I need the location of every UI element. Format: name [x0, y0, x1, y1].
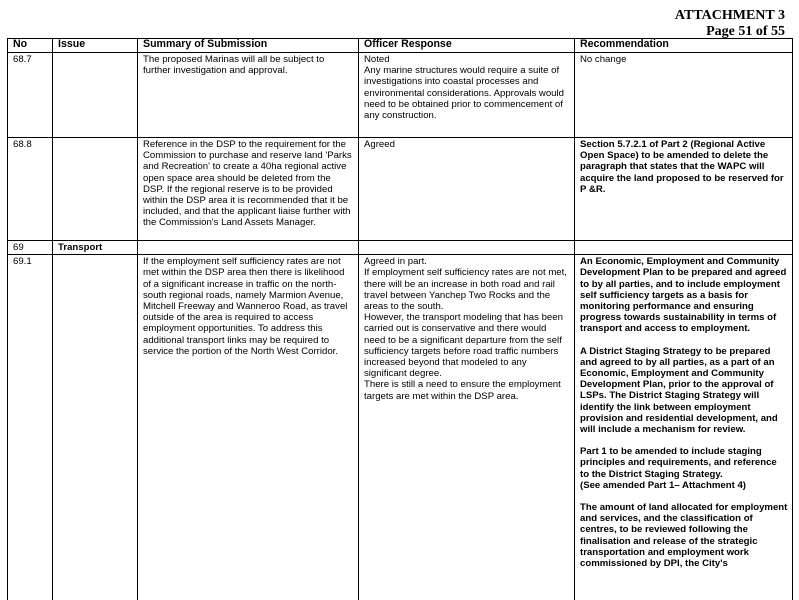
row-issue [53, 138, 138, 241]
page-number: Page 51 of 55 [706, 24, 785, 39]
column-header-issue: Issue [53, 39, 138, 53]
row-number: 68.8 [8, 138, 53, 241]
row-summary [138, 138, 359, 241]
recommendation-text: Section 5.7.2.1 of Part 2 (Regional Active Open Space) to be amended to delete the paragraph that states that the WAPC will acquire the land proposed to be reserved for P &R. [580, 139, 784, 195]
column-header-response: Officer Response [359, 39, 575, 53]
table-row [8, 138, 793, 241]
row-response [359, 255, 575, 600]
response-text: Agreed [364, 139, 395, 150]
table-row [8, 255, 793, 600]
row-number: 69.1 [8, 255, 53, 600]
response-line: Agreed in part. [364, 256, 427, 268]
response-line: There is still a need to ensure the employment targets are met within the DSP area. [364, 379, 561, 402]
row-number: 68.7 [8, 53, 53, 138]
row-summary [138, 241, 359, 255]
recommendation-line: (See amended Part 1– Attachment 4) [580, 479, 746, 491]
recommendation-text: No change [580, 54, 627, 65]
submissions-table [7, 38, 793, 600]
row-recommendation [575, 138, 793, 241]
recommendation-paragraph: A District Staging Strategy to be prepared and agreed to by all parties, as a part of an Economic, Employment and Community Development Plan, prior to the approval of LSPs. The District Staging Strategy will identify the link between employment provision and residential development, and will include a mechanism for review. [580, 345, 778, 436]
recommendation-paragraph: The amount of land allocated for employment and services, and the classification of centres, to be reviewed following the finalisation and release of the strategic transportation and employment work commissioned by DPI, the City's [580, 502, 788, 570]
summary-text: Reference in the DSP to the requirement for the Commission to purchase and reserve land 'Parks and Recreation' to create a 40ha regional active open space area should be deleted from the DSP. If the regional reserve is to be provided within the DSP area it is recommended that it be included, and that the applicant liaise further with the Commission's Land Assets Manager. [143, 139, 352, 229]
summary-text: The proposed Marinas will all be subject to further investigation and approval. [143, 54, 325, 77]
table-row [8, 53, 793, 138]
attachment-label: ATTACHMENT 3 [674, 8, 785, 23]
row-issue [53, 255, 138, 600]
recommendation-paragraph [580, 446, 788, 491]
row-response [359, 241, 575, 255]
column-header-no: No [8, 39, 53, 53]
row-recommendation [575, 255, 793, 600]
table-header-row [8, 39, 793, 53]
row-response [359, 138, 575, 241]
attachment-header [675, 8, 785, 40]
row-issue: Transport [53, 241, 138, 255]
row-issue [53, 53, 138, 138]
row-recommendation [575, 241, 793, 255]
row-response [359, 53, 575, 138]
recommendation-line: Part 1 to be amended to include staging principles and requirements, and reference to the District Staging Strategy. [580, 446, 777, 480]
row-summary [138, 255, 359, 600]
row-number: 69 [8, 241, 53, 255]
response-line: If employment self sufficiency rates are not met, there will be an increase in both road and rail travel between Yanchep Two Rocks and the areas to the south. [364, 267, 567, 313]
response-line: Noted [364, 54, 390, 65]
row-summary [138, 53, 359, 138]
response-line: Any marine structures would require a suite of investigations into coastal processes and environmental considerations. Approvals would need to be obtained prior to commencement of any construction. [364, 65, 564, 122]
column-header-recommendation: Recommendation [575, 39, 793, 53]
response-line: However, the transport modeling that has been carried out is conservative and there would need to be a significant departure from the self sufficiency targets before road traffic numbers increased beyond that modeled to any significant degree. [364, 312, 563, 380]
summary-text: If the employment self sufficiency rates are not met within the DSP area then there is likelihood of a significant increase in traffic on the north-south regional roads, namely Marmion Avenue, Mitchell Freeway and Wanneroo Road, as travel outside of the area is required to access employment opportunities. To address this additional transport links may be required to service the portion of the North West Corridor. [143, 256, 348, 357]
recommendation-paragraph: An Economic, Employment and Community Development Plan to be prepared and agreed to by all parties, and to include employment self sufficiency targets as a basis for monitoring performance and ensuring progress towards sustainability in terms of transport and access to employment. [580, 256, 787, 335]
column-header-summary: Summary of Submission [138, 39, 359, 53]
table-row [8, 241, 793, 255]
row-recommendation [575, 53, 793, 138]
